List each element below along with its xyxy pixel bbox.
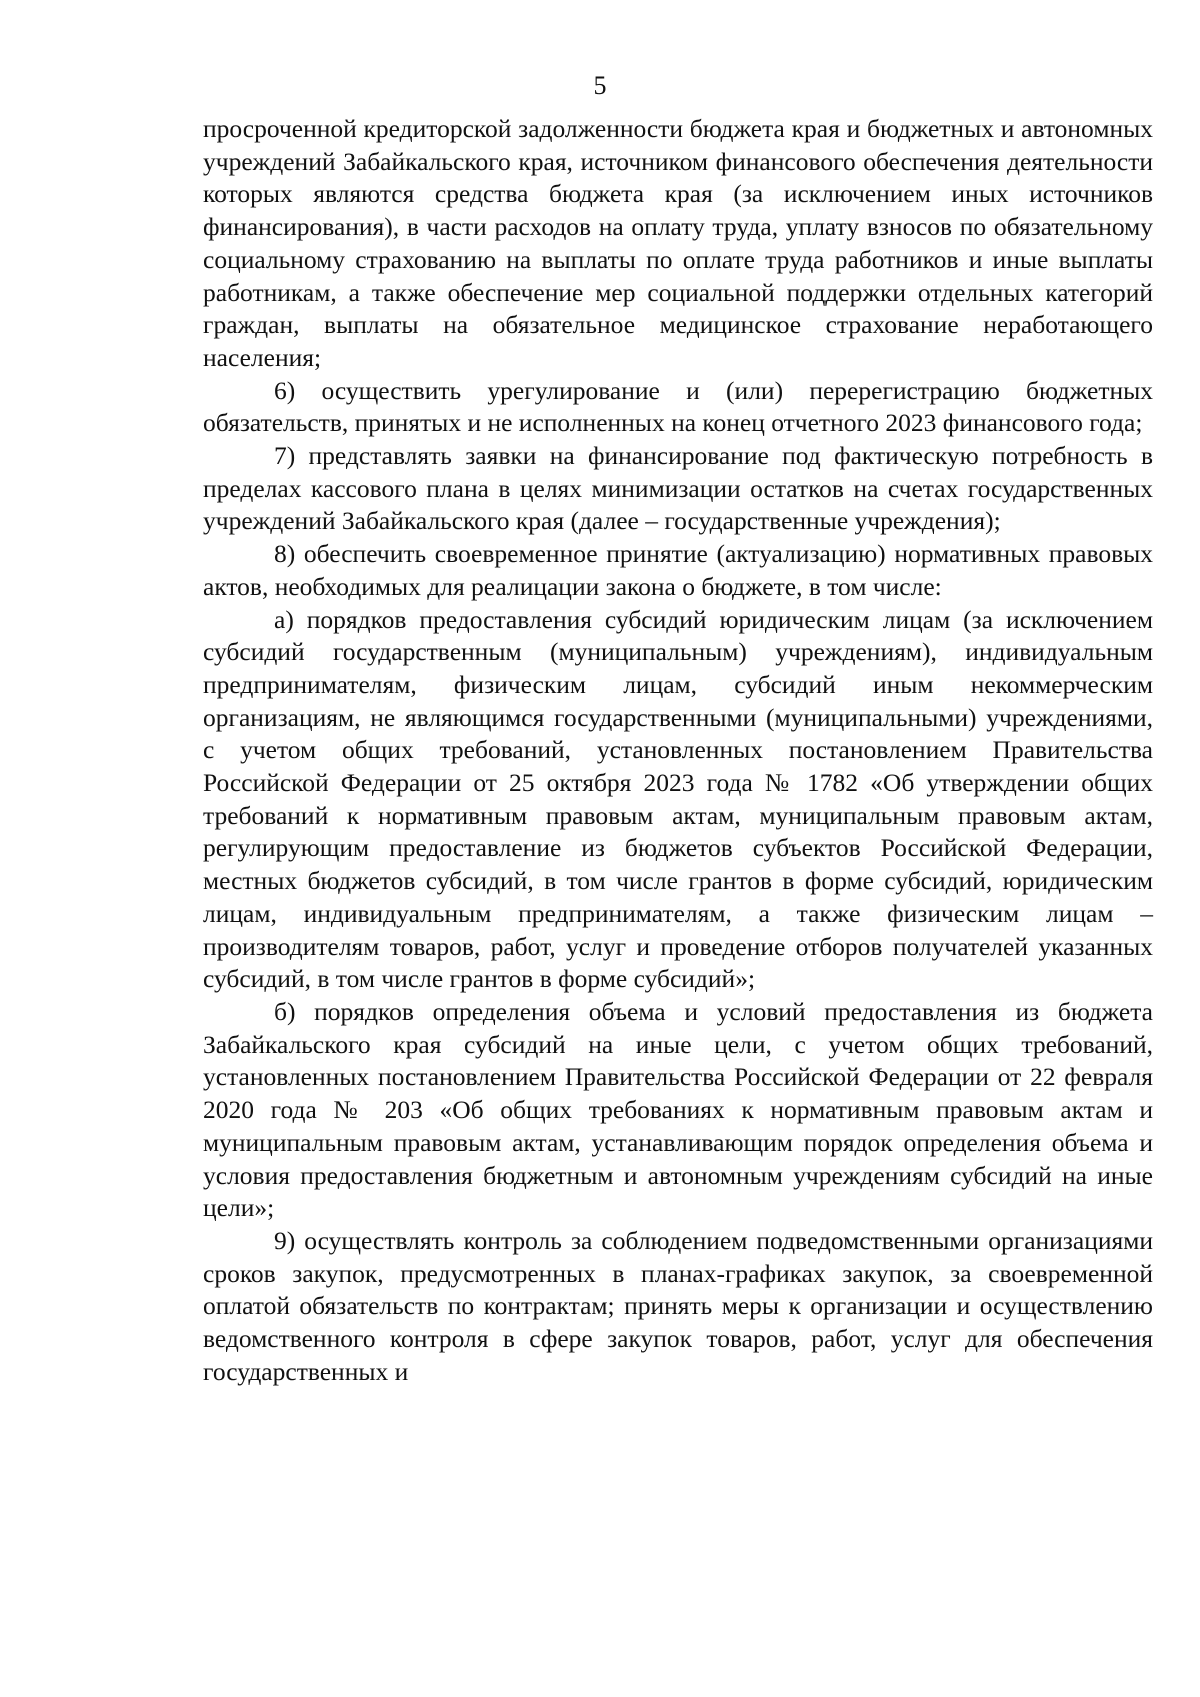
document-body: [203, 113, 1153, 1388]
paragraph-item-6: 6) осуществить урегулирование и (или) перерегистрацию бюджетных обязательств, принятых и не исполненных на конец отчетного 2023 финансового года;: [203, 375, 1153, 438]
paragraph-subitem-a: а) порядков предоставления субсидий юридическим лицам (за исключением субсидий государственным (муниципальным) учреждениям), индивидуальным предпринимателям, физическим лицам, субсидий иным некоммерческим организациям, не являющимся государственными (муниципальными) учреждениями, с учетом общих требований, установленных постановлением Правительства Российской Федерации от 25 октября 2023 года № 1782 «Об утверждении общих требований к нормативным правовым актам, муниципальным правовым актам, регулирующим предоставление из бюджетов субъектов Российской Федерации, местных бюджетов субсидий, в том числе грантов в форме субсидий, юридическим лицам, индивидуальным предпринимателям, а также физическим лицам – производителям товаров, работ, услуг и проведение отборов получателей указанных субсидий, в том числе грантов в форме субсидий»;: [203, 604, 1153, 994]
paragraph-continuation: просроченной кредиторской задолженности бюджета края и бюджетных и автономных учреждений Забайкальского края, источником финансового обеспечения деятельности которых являются средства бюджета края (за исключением иных источников финансирования), в части расходов на оплату труда, уплату взносов по обязательному социальному страхованию на выплаты по оплате труда работников и иные выплаты работникам, а также обеспечение мер социальной поддержки отдельных категорий граждан, выплаты на обязательное медицинское страхование неработающего населения;: [203, 114, 1153, 372]
paragraph-item-8: 8) обеспечить своевременное принятие (актуализацию) нормативных правовых актов, необходимых для реалицации закона о бюджете, в том числе:: [203, 539, 1153, 601]
paragraph-subitem-b: б) порядков определения объема и условий предоставления из бюджета Забайкальского края субсидий на иные цели, с учетом общих требований, установленных постановлением Правительства Российской Федерации от 22 февраля 2020 года № 203 «Об общих требованиях к нормативным правовым актам и муниципальным правовым актам, устанавливающим порядок определения объема и условия предоставления бюджетным и автономным учреждениям субсидий на иные цели»;: [203, 996, 1153, 1223]
paragraph-item-9: 9) осуществлять контроль за соблюдением подведомственными организациями сроков закупок, предусмотренных в планах-графиках закупок, за своевременной оплатой обязательств по контрактам; принять меры к организации и осуществлению ведомственного контроля в сфере закупок товаров, работ, услуг для обеспечения государственных и: [203, 1225, 1153, 1386]
page-number: 5: [593, 71, 607, 100]
paragraph-item-7: 7) представлять заявки на финансирование под фактическую потребность в пределах кассового плана в целях минимизации остатков на счетах государственных учреждений Забайкальского края (далее – государственные учреждения);: [203, 441, 1153, 536]
